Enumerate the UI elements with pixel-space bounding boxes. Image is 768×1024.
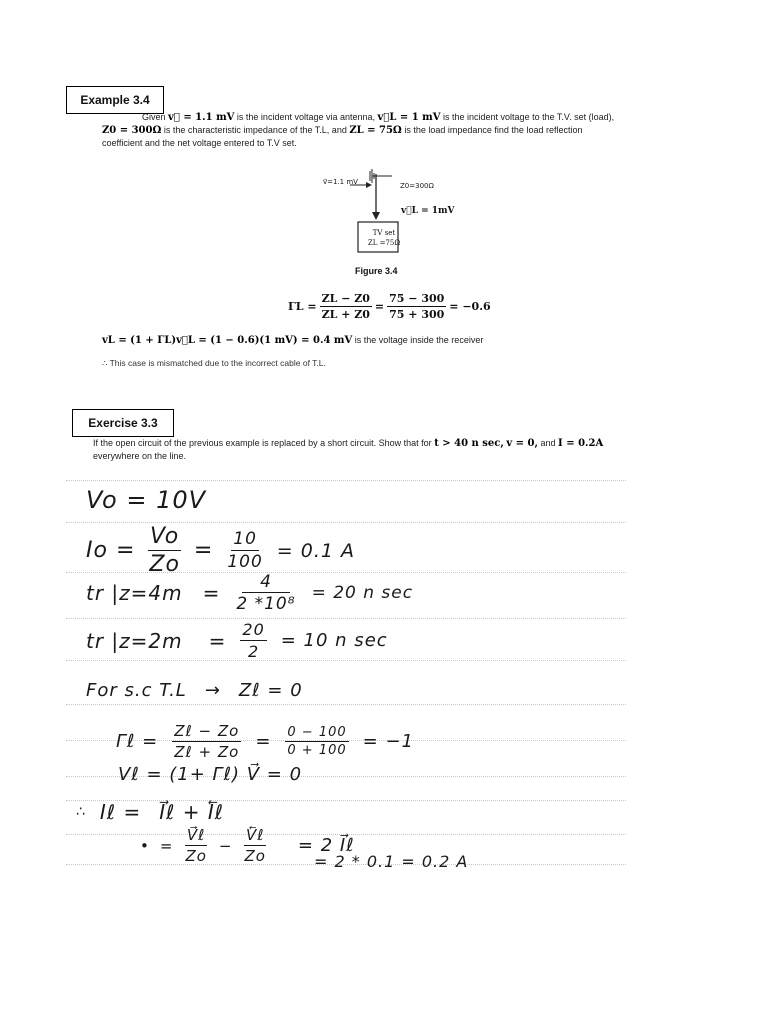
gamma-lhs: ΓL =: [288, 300, 317, 313]
v-given: v⃗ = 1.1 mV: [168, 112, 235, 123]
hw-line-2: [86, 524, 355, 577]
hw-gamma-eq: =: [255, 731, 272, 752]
hw-line-1: Vo = 10V: [86, 486, 207, 514]
hw-tr4-num: 4: [242, 572, 290, 593]
hw-io-den2: 100: [227, 552, 263, 572]
vl-equation: vL = (1 + ΓL)v⃗L = (1 − 0.6)(1 mV) = 0.4 mV: [102, 335, 353, 346]
given-prefix: Given: [142, 112, 166, 122]
hw-io-eq: =: [193, 538, 214, 563]
exercise-cond-1: t > 40 n sec,: [434, 438, 504, 449]
hw-sc-text: For s.c T.L: [86, 680, 187, 701]
hw-io-den: Zo: [149, 552, 180, 577]
hw-l9-minus: −: [218, 836, 233, 855]
example-label: Example 3.4: [80, 93, 150, 107]
hw-tr2-num: 20: [242, 620, 265, 639]
hw-io-num: Vo: [150, 524, 180, 549]
exercise-cond-2: v = 0,: [506, 438, 538, 449]
hw-l9-result: = 2 I⃗ℓ: [297, 835, 355, 856]
z0-given: Z0 = 300Ω: [102, 125, 162, 136]
zl-given: ZL = 75Ω: [349, 125, 402, 136]
fig-vl-label: v⃗L = 1mV: [401, 206, 455, 216]
hw-vf-num: V⃗ℓ: [186, 826, 206, 844]
hw-io-num2: 10: [233, 529, 257, 549]
exercise-cond-3: I = 0.2A: [558, 438, 604, 449]
hw-io-lhs: Io =: [86, 538, 136, 563]
hw-zl-zero: Zℓ = 0: [238, 680, 303, 701]
gamma-num2: 75 − 300: [389, 292, 445, 305]
hw-gamma-den: Zℓ + Zo: [174, 743, 240, 761]
hw-tr2-lhs: tr |z=2m: [86, 628, 183, 653]
example-label-box: [66, 86, 164, 114]
gamma-den1: ZL + Z0: [321, 308, 370, 321]
fig-tv-line1: TV set: [372, 229, 396, 237]
hw-gamma-result: = −1: [362, 731, 414, 752]
hw-sc-arrow: →: [204, 680, 221, 701]
hw-tr4-result: = 20 n sec: [311, 583, 414, 603]
hw-gamma-num2: 0 − 100: [287, 725, 347, 740]
gamma-num1: ZL − Z0: [321, 292, 370, 305]
fig-v-label: v⃗=1.1 mV: [323, 178, 358, 186]
hw-therefore: ∴: [76, 804, 86, 820]
hw-tr2-eq: =: [208, 628, 227, 653]
exercise-statement: [93, 437, 693, 463]
fig-z0-label: Z0=300Ω: [400, 182, 434, 190]
gamma-result: = −0.6: [449, 300, 491, 313]
hw-line-5: [86, 680, 303, 701]
hw-l9-eq: =: [159, 836, 174, 855]
statement-text-3: is the characteristic impedance of the T.L, and: [163, 125, 347, 135]
statement-text-1: is the incident voltage via antenna,: [236, 112, 376, 122]
exercise-label: Exercise 3.3: [88, 416, 158, 430]
hw-il-rhs: I⃗ℓ + I⃖ℓ: [159, 800, 224, 824]
exercise-and: and: [540, 438, 556, 448]
hw-dot: •: [140, 836, 150, 855]
hw-vb-den: Zo: [244, 847, 266, 865]
exercise-text-2: everywhere on the line.: [93, 451, 187, 461]
hw-gamma-lhs: Γℓ =: [116, 731, 159, 752]
hw-il-lhs: Iℓ =: [99, 800, 142, 824]
statement-text-2: is the incident voltage to the T.V. set (load),: [443, 112, 615, 122]
hw-line-10: = 2 * 0.1 = 0.2 A: [314, 852, 469, 871]
vl-equation-text: is the voltage inside the receiver: [354, 335, 484, 345]
hw-line-3: [86, 572, 413, 614]
conclusion: ∴ This case is mismatched due to the incorrect cable of T.L.: [102, 358, 326, 368]
hw-vb-num: V⃖ℓ: [245, 826, 265, 844]
hw-tr4-lhs: tr |z=4m: [86, 581, 183, 605]
statement-text-5: coefficient and the net voltage entered to T.V set.: [102, 138, 297, 148]
hw-line-6: [116, 722, 414, 761]
vl-given: v⃗L = 1 mV: [377, 112, 441, 123]
hw-tr2-result: = 10 n sec: [280, 630, 388, 651]
gamma-equation: ΓL = $\frac{ZL - Z0}{ZL + Z0}$ = $\frac{75 - 300}{75 + 300}$ = −0.6: [288, 292, 491, 321]
hw-tr4-den: 2 *10⁸: [236, 594, 296, 614]
hw-tr4-eq: =: [202, 581, 221, 605]
fig-tv-line2: ZL =75Ω: [367, 239, 401, 247]
hw-gamma-den2: 0 + 100: [287, 743, 347, 758]
hw-line-7: Vℓ = (1+ Γℓ) V⃗ = 0: [118, 764, 303, 785]
hw-line-4: [86, 620, 388, 661]
gamma-den2: 75 + 300: [389, 308, 445, 321]
statement-text-4: is the load impedance find the load reflection: [404, 125, 583, 135]
vl-equation-line: [102, 334, 662, 347]
figure-caption: Figure 3.4: [355, 266, 398, 276]
exercise-text-1: If the open circuit of the previous example is replaced by a short circuit. Show that for: [93, 438, 432, 448]
hw-vf-den: Zo: [185, 847, 207, 865]
exercise-label-box: [72, 409, 174, 437]
hw-tr2-den: 2: [247, 642, 260, 661]
hw-line-8: [76, 800, 224, 824]
hw-io-result: = 0.1 A: [276, 539, 356, 562]
example-statement: [102, 111, 662, 150]
hw-gamma-num: Zℓ − Zo: [174, 722, 240, 740]
